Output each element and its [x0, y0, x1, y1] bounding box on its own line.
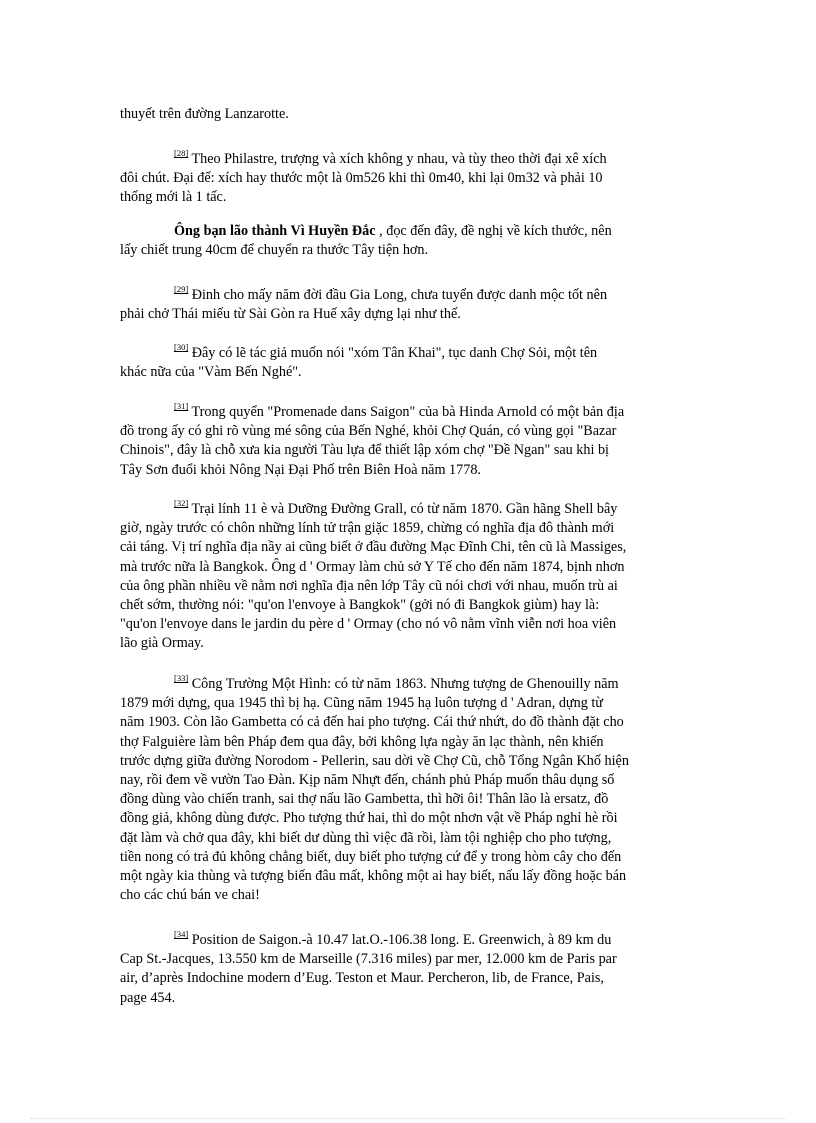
footnote-marker[interactable]: [29]	[174, 284, 189, 294]
footnote-marker[interactable]: [34]	[174, 929, 189, 939]
page-bottom-rule	[30, 1118, 786, 1119]
footnote-marker[interactable]: [28]	[174, 148, 189, 158]
footnote-marker[interactable]: [33]	[174, 673, 189, 683]
footnote-31: [31] Trong quyển "Promenade dans Saigon" của bà Hinda Arnold có một bản địa đồ trong ấy có ghi rõ vùng mé sông của Bến Nghé, khỏi Chợ Quán, có vùng gọi "Bazar Chinois", đây là chỗ xưa kia người Tàu lựa để thiết lập xóm chợ "Đề Ngan" sau khi bị Tây Sơn đuổi khỏi Nông Nại Đại Phố trên Biên Hoà năm 1778.	[120, 401, 625, 478]
footnote-29: [29] Đinh cho mấy năm đời đầu Gia Long, chưa tuyển được danh mộc tốt nên phải chở Thái miếu từ Sài Gòn ra Huế xây dựng lại như thế.	[120, 284, 608, 323]
footnote-32: [32] Trại lính 11 è và Dưỡng Đường Grall, có từ năm 1870. Gần hãng Shell bây giờ, ngày trước có chôn những lính tử trận giặc 1859, chừng có nghĩa địa đô thành mới cải táng. Vị trí nghĩa địa nầy ai cũng biết ở đầu đường Mạc Đĩnh Chi, tên cũ là Massiges, mà trước nữa là Bangkok. Ông d ' Ormay làm chủ sở Y Tế cho đến năm 1874, bịnh nhơn của ông phần nhiều về nằm nơi nghĩa địa nên lớp Tây cũ nói chơi với nhau, muốn trù ai chết sớm, thường nói: "qu'on l'envoye à Bangkok" (gởi nó đi Bangkok giùm) hay là: "qu'on l'envoye dans le jardin du père d ' Ormay (cho nó vô nằm vĩnh viễn nơi hoa viên lão già Ormay.	[120, 498, 627, 652]
footnote-34: [34] Position de Saigon.-à 10.47 lat.O.-106.38 long. E. Greenwich, à 89 km du Cap St.-Jacques, 13.550 km de Marseille (7.316 miles) par mer, 12.000 km de Paris par air, d’après Indochine modern d’Eug. Teston et Maur. Percheron, lib, de France, Pais, page 454.	[120, 929, 617, 1006]
footnote-marker[interactable]: [30]	[174, 342, 189, 352]
continued-line: thuyết trên đường Lanzarotte.	[120, 106, 289, 122]
footnote-33: [33] Công Trường Một Hình: có từ năm 1863. Nhưng tượng de Ghenouilly năm 1879 mới dựng, qua 1945 thì bị hạ. Cũng năm 1945 hạ luôn tượng d ' Adran, dựng từ năm 1903. Còn lão Gambetta có cả đến hai pho tượng. Cái thứ nhứt, do đồ thành đặt cho thợ Falguière làm bên Pháp đem qua đây, bởi không lựa ngày ăn lạc thành, nên khiến trước dựng giữa đường Norodom - Pellerin, sau dời về Chợ Cũ, chỗ Tổng Ngân Khố hiện nay, rồi đem về vườn Tao Đàn. Kịp năm Nhựt đến, chánh phủ Pháp muốn thâu dụng số đồng dùng vào chiến tranh, sai thợ nấu lão Gambetta, thì hỡi ôi! Thân lão là ersatz, đồ đồng giả, không dùng được. Pho tượng thứ hai, thì do một nhơn vật về Pháp nghỉ hè rồi đặt làm và chở qua đây, khi biết dư dùng thì việc đã rồi, làm tội nghiệp cho pho tượng, tiền nong có trả đủ không chẳng biết, duy biết pho tượng cứ để y trong hòm cây cho đến một ngày kia thùng và tượng biến đâu mất, không một ai hay biết, nấu lấy đồng hoặc bán cho các chú bán ve chai!	[120, 673, 629, 904]
bold-name: Ông bạn lão thành Vì Huyền Đắc	[174, 223, 376, 239]
footnote-30: [30] Đây có lẽ tác giả muốn nói "xóm Tân Khai", tục danh Chợ Sỏi, một tên khác nữa của "Vàm Bến Nghé".	[120, 342, 598, 381]
footnote-28: [28] Theo Philastre, trượng và xích không y nhau, và tùy theo thời đại xê xích đôi chút. Đại để: xích hay thước một là 0m526 khi thì 0m40, khi lại 0m32 và phải 10 thống mới là 1 tấc.	[120, 148, 607, 206]
footnotes-text	[120, 105, 700, 124]
footnote-marker[interactable]: [32]	[174, 498, 189, 508]
note-paragraph: Ông bạn lão thành Vì Huyền Đắc , đọc đến đây, đề nghị về kích thước, nên lấy chiết trung 40cm để chuyển ra thước Tây tiện hơn.	[120, 223, 612, 259]
footnote-marker[interactable]: [31]	[174, 401, 189, 411]
